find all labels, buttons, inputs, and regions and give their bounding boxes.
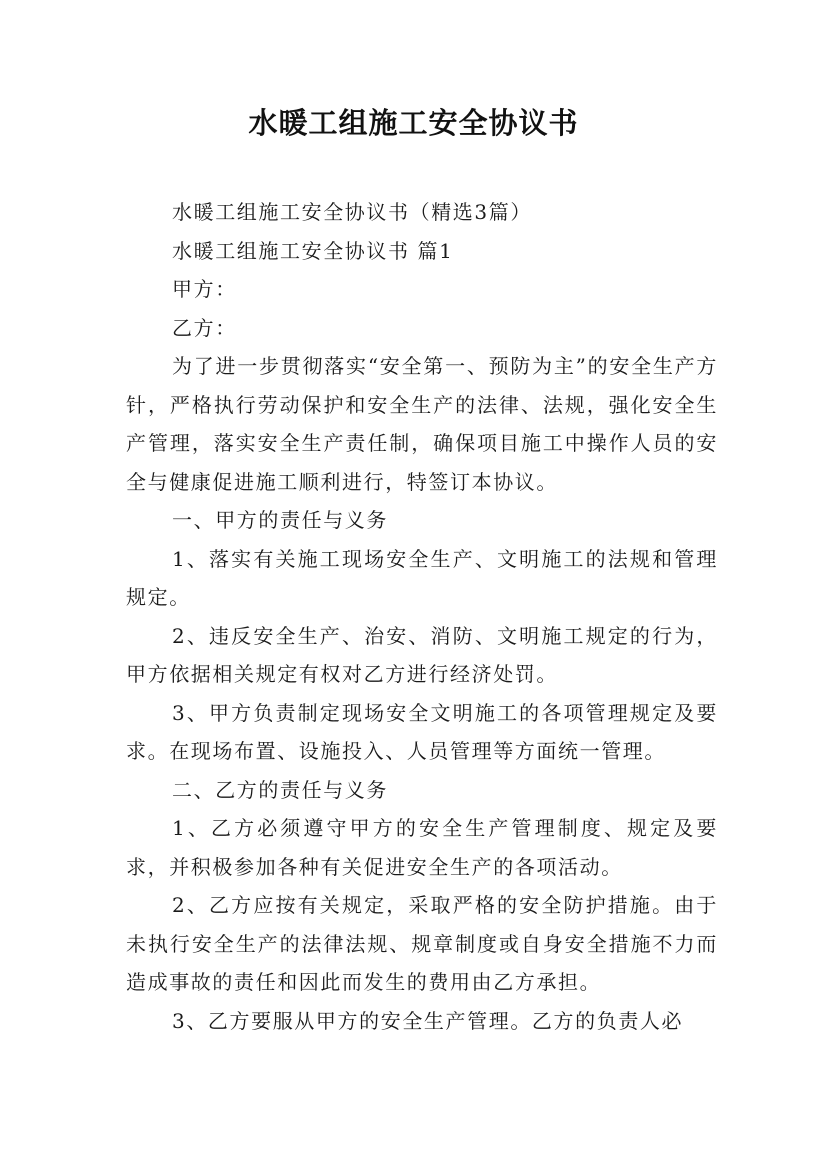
paragraph-clause: 2、乙方应按有关规定，采取严格的安全防护措施。由于未执行安全生产的法律法规、规章制度或自身安全措施不力而造成事故的责任和因此而发生的费用由乙方承担。: [126, 893, 718, 994]
paragraph-party-a: 甲方：: [172, 277, 237, 301]
paragraph-clause: 3、乙方要服从甲方的安全生产管理。乙方的负责人必: [172, 1008, 684, 1033]
document-title: 水暖工组施工安全协议书: [248, 106, 579, 140]
paragraph-clause: 3、甲方负责制定现场安全文明施工的各项管理规定及要求。在现场布置、设施投入、人员管理等方面统一管理。: [126, 700, 718, 763]
paragraph-preamble: 为了进一步贯彻落实“安全第一、预防为主”的安全生产方针，严格执行劳动保护和安全生产的法律、法规，强化安全生产管理，落实安全生产责任制，确保项目施工中操作人员的安全与健康促进施工顺利进行，特签订本协议。: [126, 354, 718, 494]
paragraph-subtitle: 水暖工组施工安全协议书（精选3篇）: [172, 200, 532, 224]
paragraph-article-heading: 水暖工组施工安全协议书 篇1: [172, 238, 454, 263]
paragraph-clause: 1、落实有关施工现场安全生产、文明施工的法规和管理规定。: [126, 546, 718, 609]
paragraph-clause: 2、违反安全生产、治安、消防、文明施工规定的行为，甲方依据相关规定有权对乙方进行经济处罚。: [126, 623, 718, 686]
paragraph-clause: 1、乙方必须遵守甲方的安全生产管理制度、规定及要求，并积极参加各种有关促进安全生产的各项活动。: [126, 816, 718, 879]
paragraph-party-b: 乙方：: [172, 315, 237, 340]
paragraph-section-heading-2: 二、乙方的责任与义务: [172, 777, 388, 802]
document-body: [126, 193, 718, 1040]
paragraph-section-heading-1: 一、甲方的责任与义务: [172, 508, 388, 532]
